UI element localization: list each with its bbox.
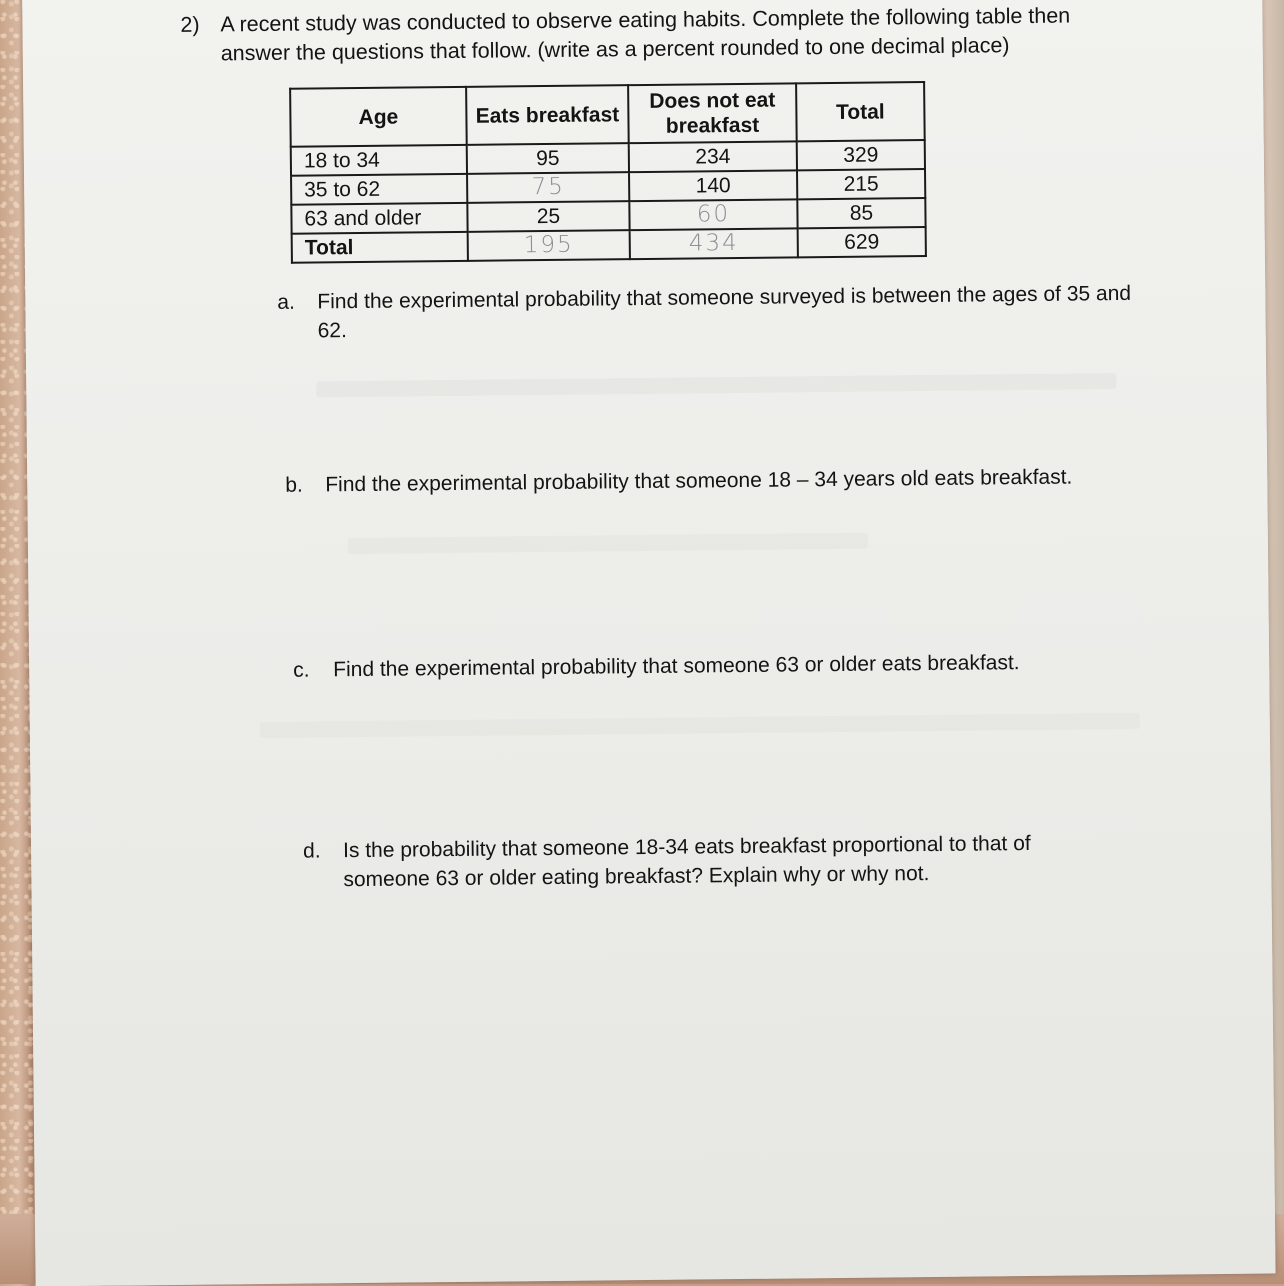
item-text: Find the experimental probability that someone 18 – 34 years old eats breakfast. [325, 465, 1073, 497]
question-text: A recent study was conducted to observe eating habits. Complete the following table then answer the questions that follow. (write as a percent rounded to one decimal place) [220, 3, 1071, 66]
item-text: Is the probability that someone 18-34 eats breakfast proportional to that of someone 63 or older eating breakfast? Explain why or why not. [342, 831, 1031, 892]
worksheet-paper [22, 0, 1276, 1286]
item-label: b. [285, 473, 303, 497]
cell-eats: 25 [467, 201, 629, 232]
cell-eats-handwritten: 195 [468, 230, 630, 261]
cell-total: 329 [797, 140, 925, 170]
bleed-through-mark [316, 373, 1116, 397]
table-row-total [292, 227, 926, 263]
cell-age: Total [292, 232, 468, 263]
header-age: Age [290, 87, 467, 147]
cell-age: 18 to 34 [291, 145, 467, 176]
header-eats-breakfast: Eats breakfast [466, 85, 629, 145]
item-label: c. [293, 658, 310, 682]
table-header-row [290, 82, 925, 147]
cell-total: 629 [798, 227, 926, 257]
cell-eats: 95 [467, 143, 629, 174]
cell-eats-handwritten: 75 [467, 172, 629, 203]
frequency-table [289, 81, 927, 264]
question-item-a [277, 279, 1158, 348]
question-header [180, 1, 1140, 66]
bleed-through-mark [348, 533, 868, 554]
cell-not-eat-handwritten: 60 [629, 199, 797, 230]
question-number: 2) [180, 12, 200, 37]
cell-age: 63 and older [291, 203, 467, 234]
header-total: Total [796, 82, 925, 141]
cell-total: 215 [797, 169, 925, 199]
question-item-b [285, 461, 1185, 502]
cell-not-eat-handwritten: 434 [630, 228, 798, 259]
item-label: a. [277, 290, 295, 314]
cell-not-eat: 234 [629, 141, 797, 172]
cell-age: 35 to 62 [291, 174, 467, 205]
item-text: Find the experimental probability that someone 63 or older eats breakfast. [333, 651, 1020, 682]
header-does-not-eat: Does not eat breakfast [628, 83, 797, 143]
cell-not-eat: 140 [629, 170, 797, 201]
item-text: Find the experimental probability that someone surveyed is between the ages of 35 and 62. [317, 281, 1132, 343]
question-item-c [293, 646, 1193, 687]
cell-total: 85 [797, 198, 925, 228]
item-label: d. [302, 839, 321, 863]
bleed-through-mark [260, 713, 1140, 738]
question-item-d [303, 828, 1164, 897]
